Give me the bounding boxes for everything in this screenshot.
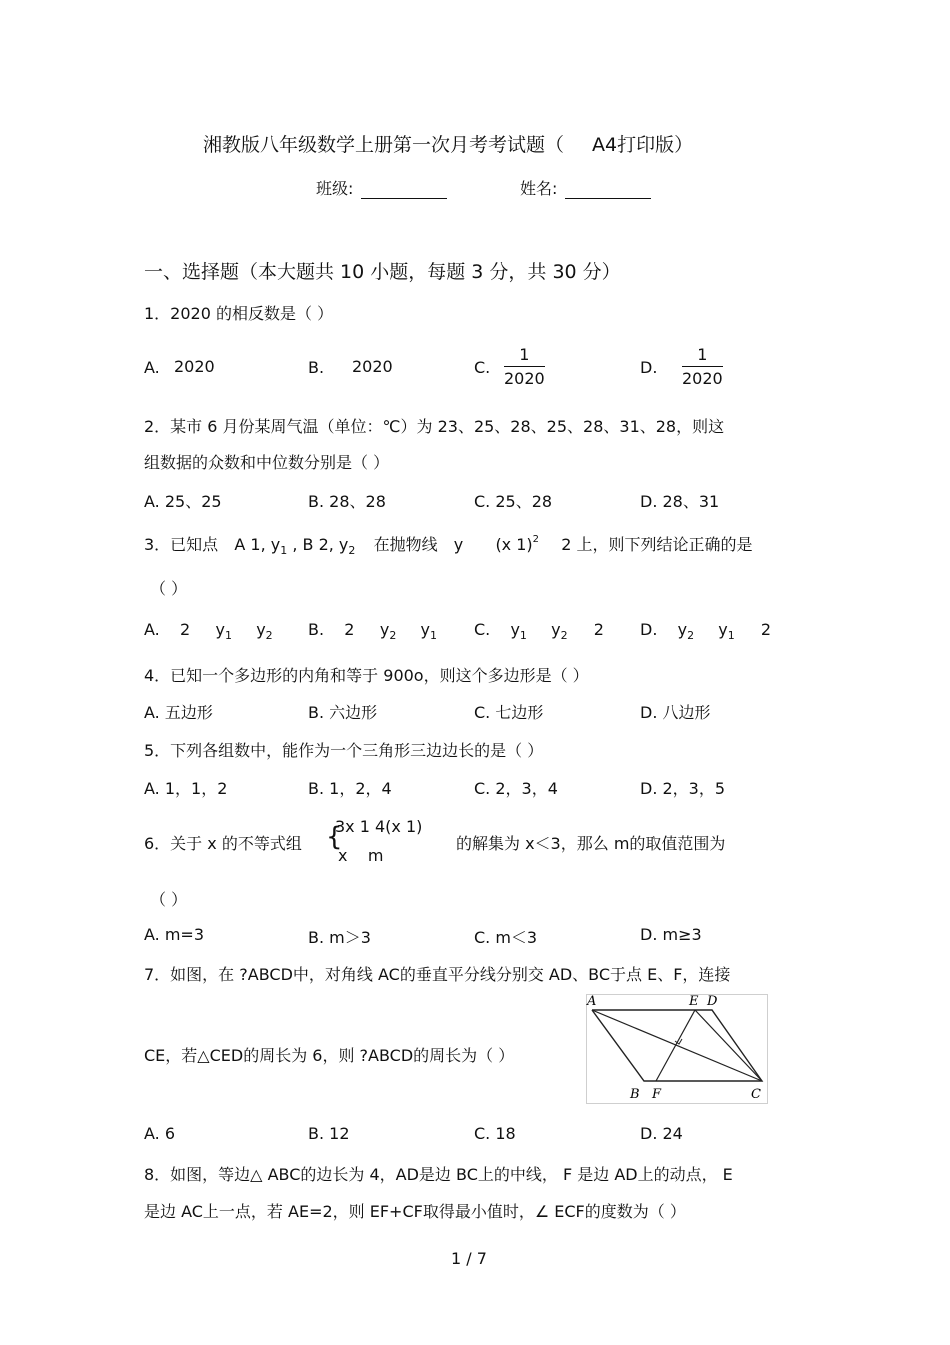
q2-option-d: D. 28、31 bbox=[640, 492, 720, 511]
q3-b-y2: y bbox=[420, 620, 430, 639]
q1-c-fraction bbox=[504, 345, 545, 388]
q3-point-a: A 1, y bbox=[234, 535, 281, 554]
q6-stem-post: 的解集为 x＜3，那么 m的取值范围为 bbox=[456, 834, 726, 853]
q3-d-sub2: 1 bbox=[727, 629, 735, 642]
class-field bbox=[316, 176, 447, 199]
q3-c-y2: y bbox=[551, 620, 561, 639]
q4-option-b: B. 六边形 bbox=[308, 703, 378, 722]
q3-b-label: B. bbox=[308, 620, 325, 639]
q7-label-a: A bbox=[587, 994, 597, 1009]
q3-c-tail: 2 bbox=[593, 620, 604, 639]
q3-b-sub2: 1 bbox=[429, 629, 437, 642]
q1-a-label: A. bbox=[144, 358, 160, 377]
q6-stem-pre: 6．关于 x 的不等式组 bbox=[144, 834, 302, 853]
page-number: 1 / 7 bbox=[451, 1249, 487, 1268]
q8-stem-line2: 是边 AC上一点，若 AE=2，则 EF+CF取得最小值时，∠ ECF的度数为（ ） bbox=[144, 1202, 686, 1221]
q3-tail: 2 上，则下列结论正确的是 bbox=[561, 535, 753, 554]
q1-d-fraction bbox=[682, 345, 723, 388]
q7-label-c: C bbox=[751, 1087, 761, 1102]
q3-option-c bbox=[474, 620, 604, 642]
q7-stem-line1: 7．如图，在 ?ABCD中，对角线 AC的垂直平分线分别交 AD、BC于点 E、F，连接 bbox=[144, 965, 731, 984]
q3-d-tail: 2 bbox=[760, 620, 772, 639]
q1-c-numerator: 1 bbox=[504, 345, 545, 367]
q6-paren: （ ） bbox=[150, 890, 188, 909]
q3-paren: （ ） bbox=[150, 579, 188, 598]
q2-stem-line1: 2．某市 6 月份某周气温（单位：℃）为 23、25、28、25、28、31、28，则这 bbox=[144, 417, 725, 436]
q3-point-b: , B 2, y bbox=[292, 535, 349, 554]
q6-line2: x m bbox=[338, 846, 384, 865]
q3-c-sub1: 1 bbox=[519, 629, 527, 642]
q7-option-a: A. 6 bbox=[144, 1124, 176, 1143]
q1-a-value: 2020 bbox=[174, 357, 215, 376]
q7-label-d: D bbox=[707, 994, 718, 1009]
q7-label-b: B bbox=[630, 1087, 640, 1102]
q3-mid: 在抛物线 bbox=[373, 535, 438, 554]
q7-figure bbox=[586, 994, 768, 1104]
q6-option-d: D. m≥3 bbox=[640, 925, 702, 944]
class-blank bbox=[361, 182, 447, 199]
q6-option-c: C. m＜3 bbox=[474, 928, 538, 947]
q1-option-b: B. bbox=[308, 358, 325, 377]
q4-stem: 4．已知一个多边形的内角和等于 900o，则这个多边形是（ ） bbox=[144, 666, 589, 685]
name-label: 姓名: bbox=[520, 179, 558, 198]
q1-d-denominator: 2020 bbox=[682, 369, 723, 388]
title-tail: A4打印版） bbox=[592, 134, 694, 156]
q3-d-label: D. bbox=[640, 620, 658, 639]
q2-stem-line2: 组数据的众数和中位数分别是（ ） bbox=[144, 453, 390, 472]
q3-a-sub1: 1 bbox=[225, 629, 233, 642]
q1-option-c: C. bbox=[474, 358, 491, 377]
q1-option-a bbox=[144, 358, 160, 377]
q3-c-label: C. bbox=[474, 620, 491, 639]
q3-c-sub2: 2 bbox=[560, 629, 568, 642]
q6-option-b: B. m＞3 bbox=[308, 928, 371, 947]
q1-stem: 1．2020 的相反数是（ ） bbox=[144, 304, 334, 323]
q3-a-label: A. bbox=[144, 620, 160, 639]
q7-option-d: D. 24 bbox=[640, 1124, 683, 1143]
q1-option-d: D. bbox=[640, 358, 658, 377]
q7-line-af bbox=[592, 1010, 656, 1081]
q7-stem-line2: CE，若△CED的周长为 6，则 ?ABCD的周长为（ ） bbox=[144, 1046, 515, 1065]
q7-figure-frame bbox=[587, 995, 768, 1104]
q3-a-sub2: 2 bbox=[265, 629, 273, 642]
q3-d-sub1: 2 bbox=[687, 629, 695, 642]
q6-line1: 3x 1 4(x 1) bbox=[335, 817, 423, 836]
section-heading: 一、选择题（本大题共 10 小题，每题 3 分，共 30 分） bbox=[144, 261, 621, 283]
q4-option-c: C. 七边形 bbox=[474, 703, 544, 722]
q3-b-val: 2 y bbox=[344, 620, 390, 639]
q3-expr-sup: 2 bbox=[532, 534, 540, 545]
q5-stem: 5．下列各组数中，能作为一个三角形三边边长的是（ ） bbox=[144, 741, 544, 760]
q1-c-denominator: 2020 bbox=[504, 369, 545, 388]
q3-y: y bbox=[453, 535, 464, 554]
q3-option-d bbox=[640, 620, 772, 642]
q7-line-ef bbox=[656, 1010, 695, 1081]
title-main: 湘教版八年级数学上册第一次月考考试题（ bbox=[203, 134, 565, 156]
q3-option-a bbox=[144, 620, 273, 642]
q1-d-numerator: 1 bbox=[682, 345, 723, 367]
q1-b-value: 2020 bbox=[352, 357, 393, 376]
q2-option-c: C. 25、28 bbox=[474, 492, 553, 511]
name-blank bbox=[565, 182, 651, 199]
class-label: 班级: bbox=[316, 179, 354, 198]
q7-line-ce bbox=[695, 1010, 762, 1081]
q3-expr: (x 1) bbox=[495, 535, 533, 554]
q3-point-a-sub: 1 bbox=[280, 544, 288, 557]
q5-option-b: B. 1，2，4 bbox=[308, 779, 392, 798]
q7-option-c: C. 18 bbox=[474, 1124, 516, 1143]
q3-option-b bbox=[308, 620, 437, 642]
q2-option-a: A. 25、25 bbox=[144, 492, 222, 511]
q3-c-val: y bbox=[510, 620, 520, 639]
q6-brace: { bbox=[326, 822, 343, 852]
name-field bbox=[520, 176, 651, 199]
q5-option-c: C. 2，3，4 bbox=[474, 779, 558, 798]
q5-option-d: D. 2，3，5 bbox=[640, 779, 726, 798]
q6-option-a: A. m=3 bbox=[144, 925, 205, 944]
q3-d-y2: y bbox=[718, 620, 728, 639]
q3-a-val: 2 y bbox=[179, 620, 226, 639]
q7-label-f: F bbox=[652, 1087, 662, 1102]
q7-option-b: B. 12 bbox=[308, 1124, 350, 1143]
q3-b-sub1: 2 bbox=[389, 629, 397, 642]
q3-a-y2: y bbox=[256, 620, 266, 639]
q4-option-a: A. 五边形 bbox=[144, 703, 213, 722]
q8-stem-line1: 8．如图，等边△ ABC的边长为 4，AD是边 BC上的中线， F 是边 AD上的动点， E bbox=[144, 1165, 733, 1184]
q5-option-a: A. 1，1，2 bbox=[144, 779, 228, 798]
q2-option-b: B. 28、28 bbox=[308, 492, 386, 511]
q3-stem-pre: 3．已知点 bbox=[144, 535, 219, 554]
q7-label-e: E bbox=[689, 994, 699, 1009]
q4-option-d: D. 八边形 bbox=[640, 703, 711, 722]
q3-point-b-sub: 2 bbox=[348, 544, 356, 557]
q3-stem bbox=[144, 532, 753, 555]
page-title bbox=[203, 130, 693, 157]
q3-d-val: y bbox=[677, 620, 688, 639]
